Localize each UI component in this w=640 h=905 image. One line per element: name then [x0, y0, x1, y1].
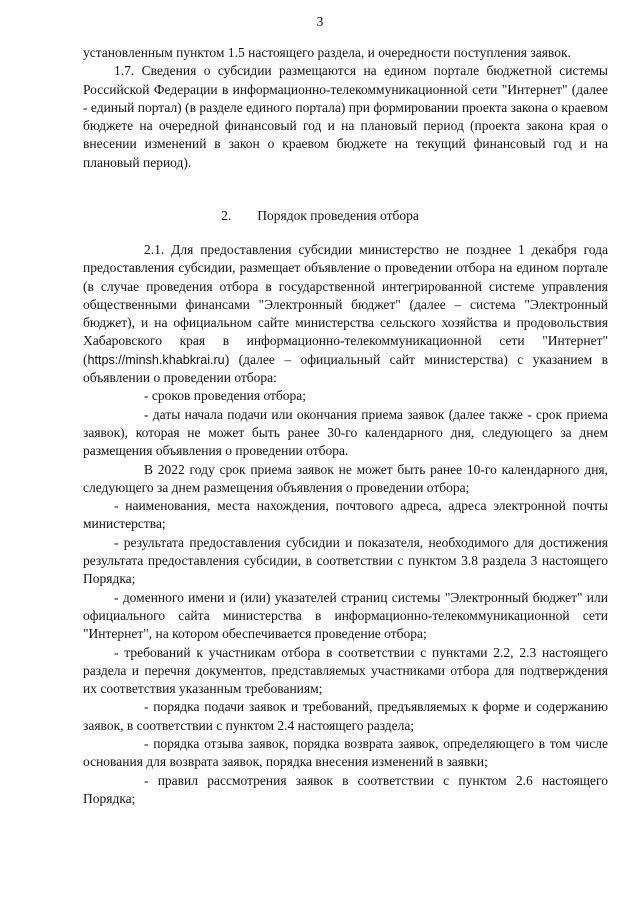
section-body [83, 241, 608, 808]
page-number: 3 [316, 14, 324, 29]
paragraph-2-1-start: 2.1. Для предоставления субсидии министерство не позднее 1 декабря года предоставления субсидии, размещает объявление о проведении отбора на едином портале (в случае проведения отбора в государственной интегрированной системе управления общественными финансами "Электронный бюджет" (далее – система "Электронный бюджет), и на официальном сайте министерства сельского хозяйства и продовольствия Хабаровского края в информационно-телекоммуникационной сети "Интернет" ( [83, 242, 608, 367]
list-item: - доменного имени и (или) указателей страниц системы "Электронный бюджет" или официального сайта министерства в информационно-телекоммуникационной сети "Интернет", на котором обеспечивается проведение отбора; [83, 589, 608, 642]
paragraph-2-1-end: ) (далее – официальный сайт министерства) с указанием в объявлении о проведении отбора: [83, 351, 608, 386]
list-item: - порядка отзыва заявок, порядка возврата заявок, определяющего в том числе основания для возврата заявок, порядка внесения изменений в заявки; [83, 736, 608, 770]
list-item: - требований к участникам отбора в соответствии с пунктами 2.2, 2.3 настоящего раздела и перечня документов, представляемых участниками отбора для подтверждения их соответствия указанным требованиям; [83, 644, 608, 697]
list-item: - даты начала подачи или окончания приема заявок (далее также - срок приема заявок), которая не может быть ранее 30-го календарного дня, следующего за днем размещения объявления о проведении отбора. [83, 406, 608, 459]
paragraph-2022: В 2022 году срок приема заявок не может быть ранее 10-го календарного дня, следующего за днем размещения объявления о проведении отбора; [83, 461, 608, 495]
site-url: https://minsh.khabkrai.ru [87, 352, 225, 367]
list-item: - порядка подачи заявок и требований, предъявляемых к форме и содержанию заявок, в соответствии с пунктом 2.4 настоящего раздела; [83, 699, 608, 733]
paragraph-continuation: установленным пунктом 1.5 настоящего раздела, и очередности поступления заявок. [83, 45, 571, 60]
list-item: - сроков проведения отбора; [144, 388, 307, 404]
intro-text [83, 44, 608, 172]
section-heading [0, 207, 640, 225]
list-item: - правил рассмотрения заявок в соответствии с пунктом 2.6 настоящего Порядка; [83, 772, 608, 806]
list-item: - результата предоставления субсидии и показателя, необходимого для достижения результата предоставления субсидии, в соответствии с пунктом 3.8 раздела 3 настоящего Порядка; [83, 534, 608, 587]
section-number: 2. [221, 208, 232, 223]
paragraph-2-1 [83, 241, 608, 387]
list-item: - наименования, места нахождения, почтового адреса, адреса электронной почты министерства; [83, 498, 608, 532]
section-title: Порядок проведения отбора [257, 208, 419, 223]
paragraph-1-7: 1.7. Сведения о субсидии размещаются на едином портале бюджетной системы Российской Федерации в информационно-телекоммуникационной сети "Интернет" (далее - единый портал) (в разделе единого портала) при формировании проекта закона о краевом бюджете на очередной финансовый год и на плановый период (проекта закона края о внесении изменений в закон о краевом бюджете на текущий финансовый год и на плановый период). [83, 63, 608, 170]
